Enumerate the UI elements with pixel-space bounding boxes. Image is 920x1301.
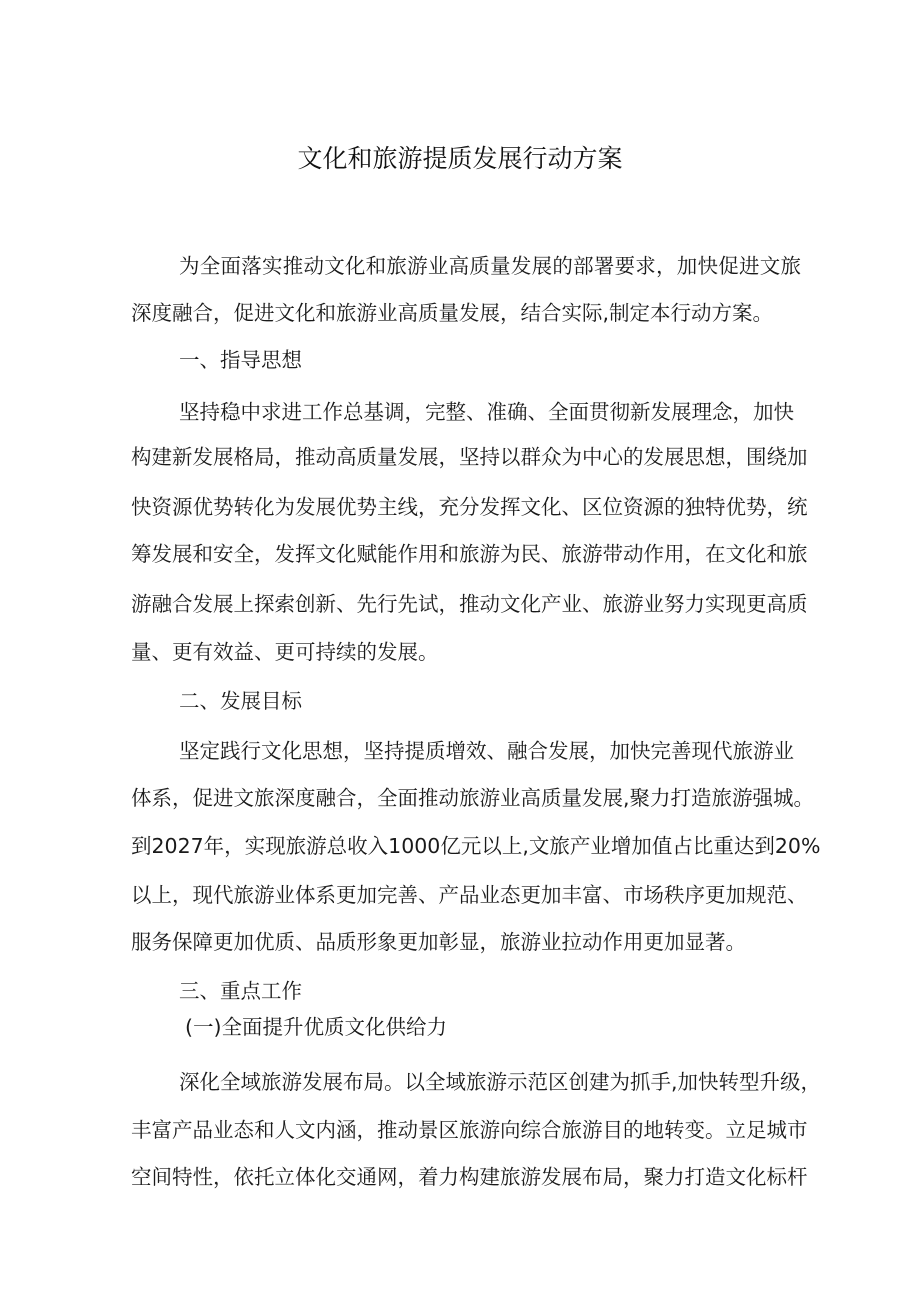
section2-heading: 二、发展目标	[179, 689, 302, 713]
intro-line-2: 深度融合，促进文化和旅游业高质量发展，结合实际,制定本行动方案。	[131, 301, 774, 325]
section1-heading: 一、指导思想	[179, 348, 302, 372]
section1-line-5: 游融合发展上探索创新、先行先试，推动文化产业、旅游业努力实现更高质	[131, 592, 808, 616]
section1-line-1: 坚持稳中求进工作总基调，完整、准确、全面贯彻新发展理念，加快	[179, 400, 794, 424]
section2-line-1: 坚定践行文化思想，坚持提质增效、融合发展，加快完善现代旅游业	[179, 739, 794, 763]
intro-line-1: 为全面落实推动文化和旅游业高质量发展的部署要求，加快促进文旅	[179, 254, 801, 278]
section2-line-2: 体系，促进文旅深度融合，全面推动旅游业高质量发展,聚力打造旅游强城。	[131, 786, 815, 810]
section3-heading: 三、重点工作	[179, 979, 302, 1003]
section3-line-1: 深化全域旅游发展布局。以全域旅游示范区创建为抓手,加快转型升级，	[179, 1070, 822, 1094]
section1-line-2: 构建新发展格局，推动高质量发展，坚持以群众为中心的发展思想，围绕加	[131, 445, 808, 469]
section1-line-3: 快资源优势转化为发展优势主线，充分发挥文化、区位资源的独特优势，统	[131, 495, 808, 519]
section3-line-3: 空间特性，依托立体化交通网，着力构建旅游发展布局，聚力打造文化标杆	[131, 1165, 808, 1189]
section3-line-2: 丰富产品业态和人文内涵，推动景区旅游向综合旅游目的地转变。立足城市	[131, 1118, 808, 1142]
section3-subheading: (一)全面提升优质文化供给力	[185, 1015, 447, 1039]
section2-line-3: 到2027年，实现旅游总收入1000亿元以上,文旅产业增加值占比重达到20%	[131, 834, 821, 858]
document-title: 文化和旅游提质发展行动方案	[297, 144, 623, 173]
section1-line-6: 量、更有效益、更可持续的发展。	[131, 640, 439, 664]
section2-line-4: 以上，现代旅游业体系更加完善、产品业态更加丰富、市场秩序更加规范、	[131, 883, 808, 907]
section1-line-4: 筹发展和安全，发挥文化赋能作用和旅游为民、旅游带动作用，在文化和旅	[131, 542, 808, 566]
section2-line-5: 服务保障更加优质、品质形象更加彰显，旅游业拉动作用更加显著。	[131, 930, 746, 954]
